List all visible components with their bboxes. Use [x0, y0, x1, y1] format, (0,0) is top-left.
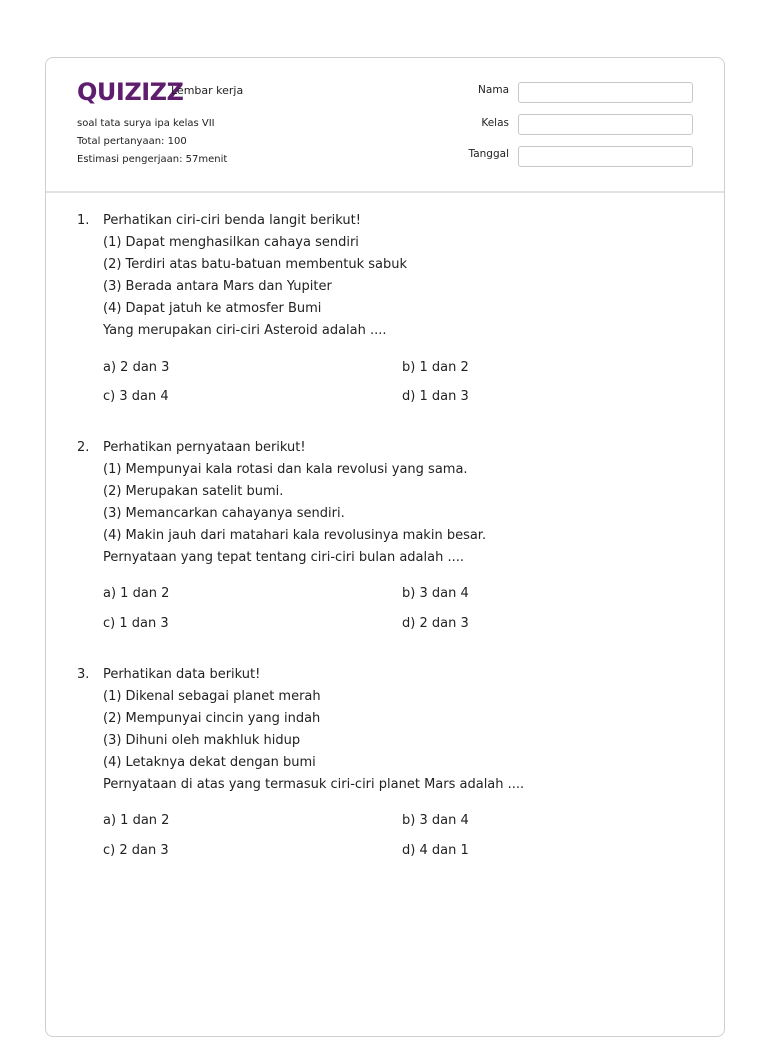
question-line: (3) Dihuni oleh makhluk hidup — [103, 733, 301, 748]
option-d: d) 4 dan 1 — [402, 843, 469, 858]
worksheet-header — [46, 58, 724, 193]
question-number: 3. — [77, 667, 90, 682]
question-line: (2) Merupakan satelit bumi. — [103, 484, 284, 499]
option-c: c) 3 dan 4 — [103, 389, 169, 404]
question-text: Perhatikan ciri-ciri benda langit berikut! — [103, 213, 361, 228]
total-questions: Total pertanyaan: 100 — [77, 136, 187, 147]
question-line: (1) Dapat menghasilkan cahaya sendiri — [103, 235, 359, 250]
question-number: 1. — [77, 213, 90, 228]
worksheet-page — [45, 57, 725, 1037]
class-label: Kelas — [481, 117, 509, 129]
question-line: (4) Makin jauh dari matahari kala revolusinya makin besar. — [103, 528, 487, 543]
class-field[interactable] — [518, 114, 693, 135]
question-line: (4) Dapat jatuh ke atmosfer Bumi — [103, 301, 322, 316]
option-b: b) 1 dan 2 — [402, 360, 469, 375]
option-b: b) 3 dan 4 — [402, 586, 469, 601]
question-line: (3) Memancarkan cahayanya sendiri. — [103, 506, 345, 521]
question-line: (1) Dikenal sebagai planet merah — [103, 689, 321, 704]
question-text: Perhatikan data berikut! — [103, 667, 261, 682]
question-text: Perhatikan pernyataan berikut! — [103, 440, 306, 455]
estimated-time: Estimasi pengerjaan: 57menit — [77, 154, 228, 165]
option-d: d) 2 dan 3 — [402, 616, 469, 631]
doc-type-label: Lembar kerja — [171, 84, 244, 97]
question-line: (1) Mempunyai kala rotasi dan kala revolusi yang sama. — [103, 462, 468, 477]
worksheet-title: soal tata surya ipa kelas VII — [77, 118, 215, 129]
date-label: Tanggal — [468, 148, 509, 160]
question-line: (3) Berada antara Mars dan Yupiter — [103, 279, 332, 294]
quizizz-logo: QUIZIZZ — [77, 78, 184, 106]
question-number: 2. — [77, 440, 90, 455]
question-line: (4) Letaknya dekat dengan bumi — [103, 755, 316, 770]
date-field[interactable] — [518, 146, 693, 167]
option-c: c) 2 dan 3 — [103, 843, 169, 858]
option-c: c) 1 dan 3 — [103, 616, 169, 631]
question-line: (2) Terdiri atas batu-batuan membentuk sabuk — [103, 257, 407, 272]
option-a: a) 1 dan 2 — [103, 586, 170, 601]
question-prompt: Yang merupakan ciri-ciri Asteroid adalah .... — [103, 323, 387, 338]
option-b: b) 3 dan 4 — [402, 813, 469, 828]
option-a: a) 1 dan 2 — [103, 813, 170, 828]
option-a: a) 2 dan 3 — [103, 360, 170, 375]
name-field[interactable] — [518, 82, 693, 103]
name-label: Nama — [478, 84, 509, 96]
question-prompt: Pernyataan yang tepat tentang ciri-ciri bulan adalah .... — [103, 550, 464, 565]
option-d: d) 1 dan 3 — [402, 389, 469, 404]
question-line: (2) Mempunyai cincin yang indah — [103, 711, 321, 726]
question-prompt: Pernyataan di atas yang termasuk ciri-ciri planet Mars adalah .... — [103, 777, 525, 792]
